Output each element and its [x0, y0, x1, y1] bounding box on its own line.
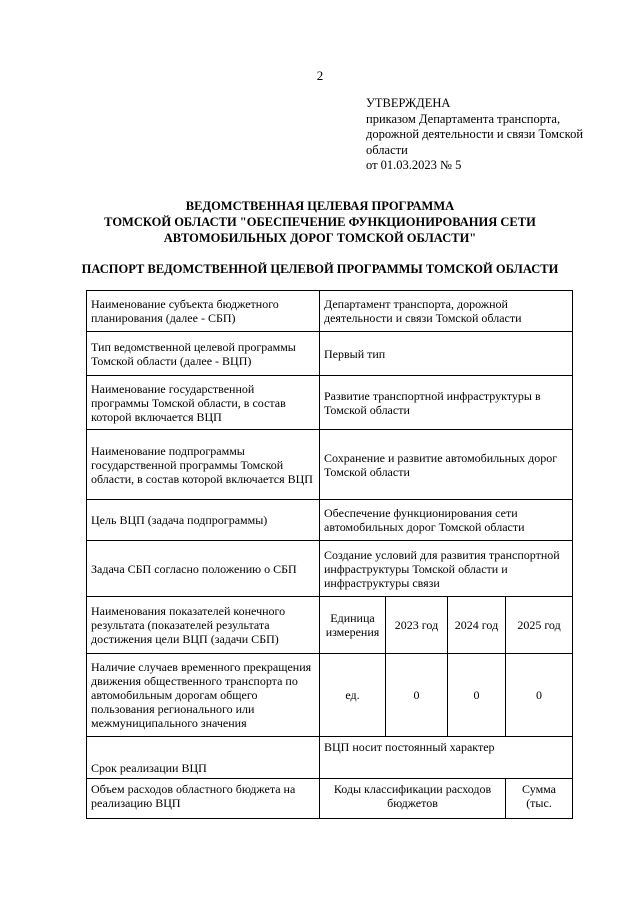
year-header: 2025 год — [506, 597, 573, 654]
row-label: Наименования показателей конечного результата (показателей результата достижения цели ВЦП (задачи СБП) — [87, 597, 320, 654]
passport-table — [86, 290, 573, 819]
title-line: ВЕДОМСТВЕННАЯ ЦЕЛЕВАЯ ПРОГРАММА — [185, 199, 455, 213]
passport-heading: ПАСПОРТ ВЕДОМСТВЕННОЙ ЦЕЛЕВОЙ ПРОГРАММЫ ТОМСКОЙ ОБЛАСТИ — [81, 262, 559, 276]
year-header: 2024 год — [448, 597, 506, 654]
unit-value: ед. — [320, 654, 386, 737]
unit-header: Единица измерения — [320, 597, 386, 654]
approval-line: области — [366, 142, 408, 157]
approval-line: дорожной деятельности и связи Томской — [366, 127, 584, 141]
table-row — [87, 597, 573, 654]
row-label: Задача СБП согласно положению о СБП — [87, 541, 320, 597]
row-value: Сохранение и развитие автомобильных дорог Томской области — [320, 430, 573, 500]
table-row — [87, 541, 573, 597]
row-value: Департамент транспорта, дорожной деятельности и связи Томской области — [320, 291, 573, 332]
table-row — [87, 291, 573, 332]
row-value: Обеспечение функционирования сети автомобильных дорог Томской области — [320, 500, 573, 541]
row-label: Наличие случаев временного прекращения движения общественного транспорта по автомобильным дорогам общего пользования регионального или межмуниципального значения — [87, 654, 320, 737]
table-row — [87, 654, 573, 737]
year-value: 0 — [386, 654, 448, 737]
codes-header: Коды классификации расходов бюджетов — [320, 779, 506, 819]
approval-block — [366, 96, 628, 174]
title-line: АВТОМОБИЛЬНЫХ ДОРОГ ТОМСКОЙ ОБЛАСТИ" — [163, 231, 477, 245]
row-label: Тип ведомственной целевой программы Томской области (далее - ВЦП) — [87, 332, 320, 376]
table-row — [87, 430, 573, 500]
row-label: Объем расходов областного бюджета на реализацию ВЦП — [87, 779, 320, 819]
approval-line: УТВЕРЖДЕНА — [366, 96, 451, 110]
row-label: Срок реализации ВЦП — [87, 737, 320, 779]
row-label: Наименование субъекта бюджетного планирования (далее - СБП) — [87, 291, 320, 332]
row-value: Создание условий для развития транспортной инфраструктуры Томской области и инфраструктуры связи — [320, 541, 573, 597]
table-row — [87, 500, 573, 541]
row-value: Развитие транспортной инфраструктуры в Томской области — [320, 376, 573, 430]
approval-line: от 01.03.2023 № 5 — [366, 158, 462, 172]
row-value: ВЦП носит постоянный характер — [320, 737, 573, 779]
row-value: Первый тип — [320, 332, 573, 376]
table-row — [87, 737, 573, 779]
approval-line: приказом Департамента транспорта, — [366, 111, 561, 126]
sum-header: Сумма (тыс. — [506, 779, 573, 819]
program-title — [0, 198, 640, 246]
page-number: 2 — [316, 68, 324, 83]
year-header: 2023 год — [386, 597, 448, 654]
table-row — [87, 779, 573, 819]
row-label: Цель ВЦП (задача подпрограммы) — [87, 500, 320, 541]
table-row — [87, 332, 573, 376]
year-value: 0 — [448, 654, 506, 737]
table-row — [87, 376, 573, 430]
row-label: Наименование подпрограммы государственной программы Томской области, в состав которой включается ВЦП — [87, 430, 320, 500]
year-value: 0 — [506, 654, 573, 737]
title-line: ТОМСКОЙ ОБЛАСТИ "ОБЕСПЕЧЕНИЕ ФУНКЦИОНИРОВАНИЯ СЕТИ — [104, 215, 536, 229]
row-label: Наименование государственной программы Томской области, в состав которой включается ВЦП — [87, 376, 320, 430]
